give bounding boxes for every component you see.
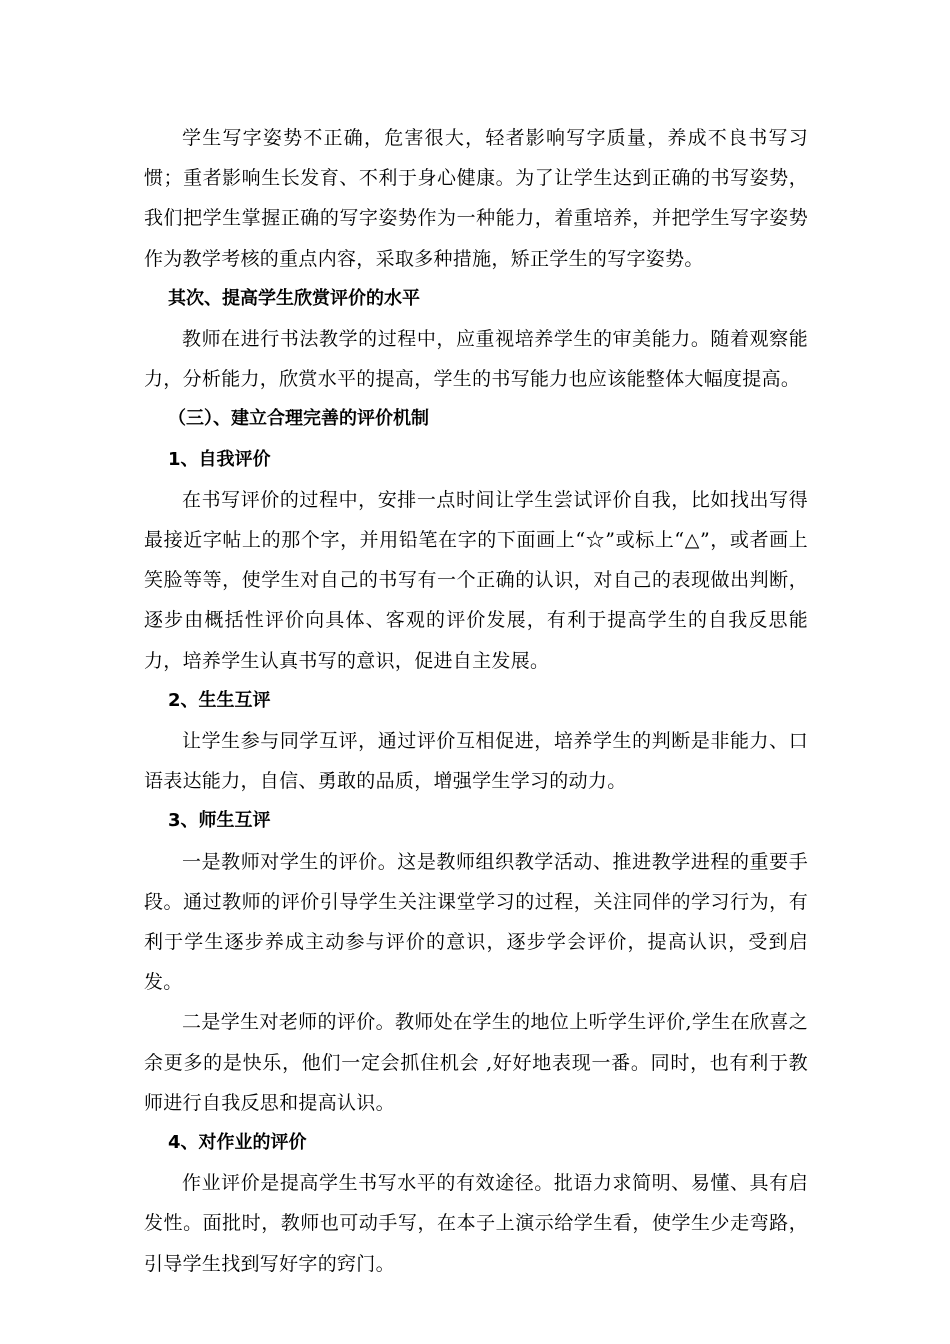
paragraph-teacher-evaluates-student: 一是教师对学生的评价。这是教师组织教学活动、推进教学进程的重要手段。通过教师的评价引导学生关注课堂学习的过程，关注同伴的学习行为，有利于学生逐步养成主动参与评价的意识，逐步学会评价，提高认识，受到启发。: [144, 850, 808, 994]
heading-self-evaluation: 1、自我评价: [168, 448, 271, 470]
paragraph-homework-evaluation: 作业评价是提高学生书写水平的有效途径。批语力求简明、易懂、具有启发性。面批时，教师也可动手写，在本子上演示给学生看，使学生少走弯路，引导学生找到写好字的窍门。: [144, 1172, 808, 1275]
paragraph-writing-posture: 学生写字姿势不正确，危害很大，轻者影响写字质量，养成不良书写习惯；重者影响生长发育、不利于身心健康。为了让学生达到正确的书写姿势，我们把学生掌握正确的写字姿势作为一种能力，着重培养，并把学生写字姿势作为教学考核的重点内容，采取多种措施，矫正学生的写字姿势。: [144, 127, 808, 270]
paragraph-self-evaluation: 在书写评价的过程中，安排一点时间让学生尝试评价自我，比如找出写得最接近字帖上的那个字，并用铅笔在字的下面画上“☆”或标上“△”，或者画上笑脸等等，使学生对自己的书写有一个正确的认识，对自己的表现做出判断，逐步由概括性评价向具体、客观的评价发展，有利于提高学生的自我反思能力，培养学生认真书写的意识，促进自主发展。: [144, 488, 808, 672]
heading-peer-evaluation: 2、生生互评: [168, 689, 271, 711]
heading-evaluation-mechanism: （三）、建立合理完善的评价机制: [168, 408, 429, 430]
heading-appreciation: 其次、提高学生欣赏评价的水平: [168, 287, 420, 309]
document-page: [144, 118, 808, 1284]
paragraph-appreciation: 教师在进行书法教学的过程中，应重视培养学生的审美能力。随着观察能力，分析能力，欣赏水平的提高，学生的书写能力也应该能整体大幅度提高。: [144, 328, 808, 391]
heading-homework-evaluation: 4、对作业的评价: [168, 1132, 307, 1154]
heading-teacher-student-evaluation: 3、师生互评: [168, 810, 271, 832]
paragraph-peer-evaluation: 让学生参与同学互评，通过评价互相促进，培养学生的判断是非能力、口语表达能力，自信、勇敢的品质，增强学生学习的动力。: [144, 730, 808, 793]
paragraph-student-evaluates-teacher: 二是学生对老师的评价。教师处在学生的地位上听学生评价,学生在欣喜之余更多的是快乐，他们一定会抓住机会 ,好好地表现一番。同时，也有利于教师进行自我反思和提高认识。: [144, 1011, 808, 1114]
